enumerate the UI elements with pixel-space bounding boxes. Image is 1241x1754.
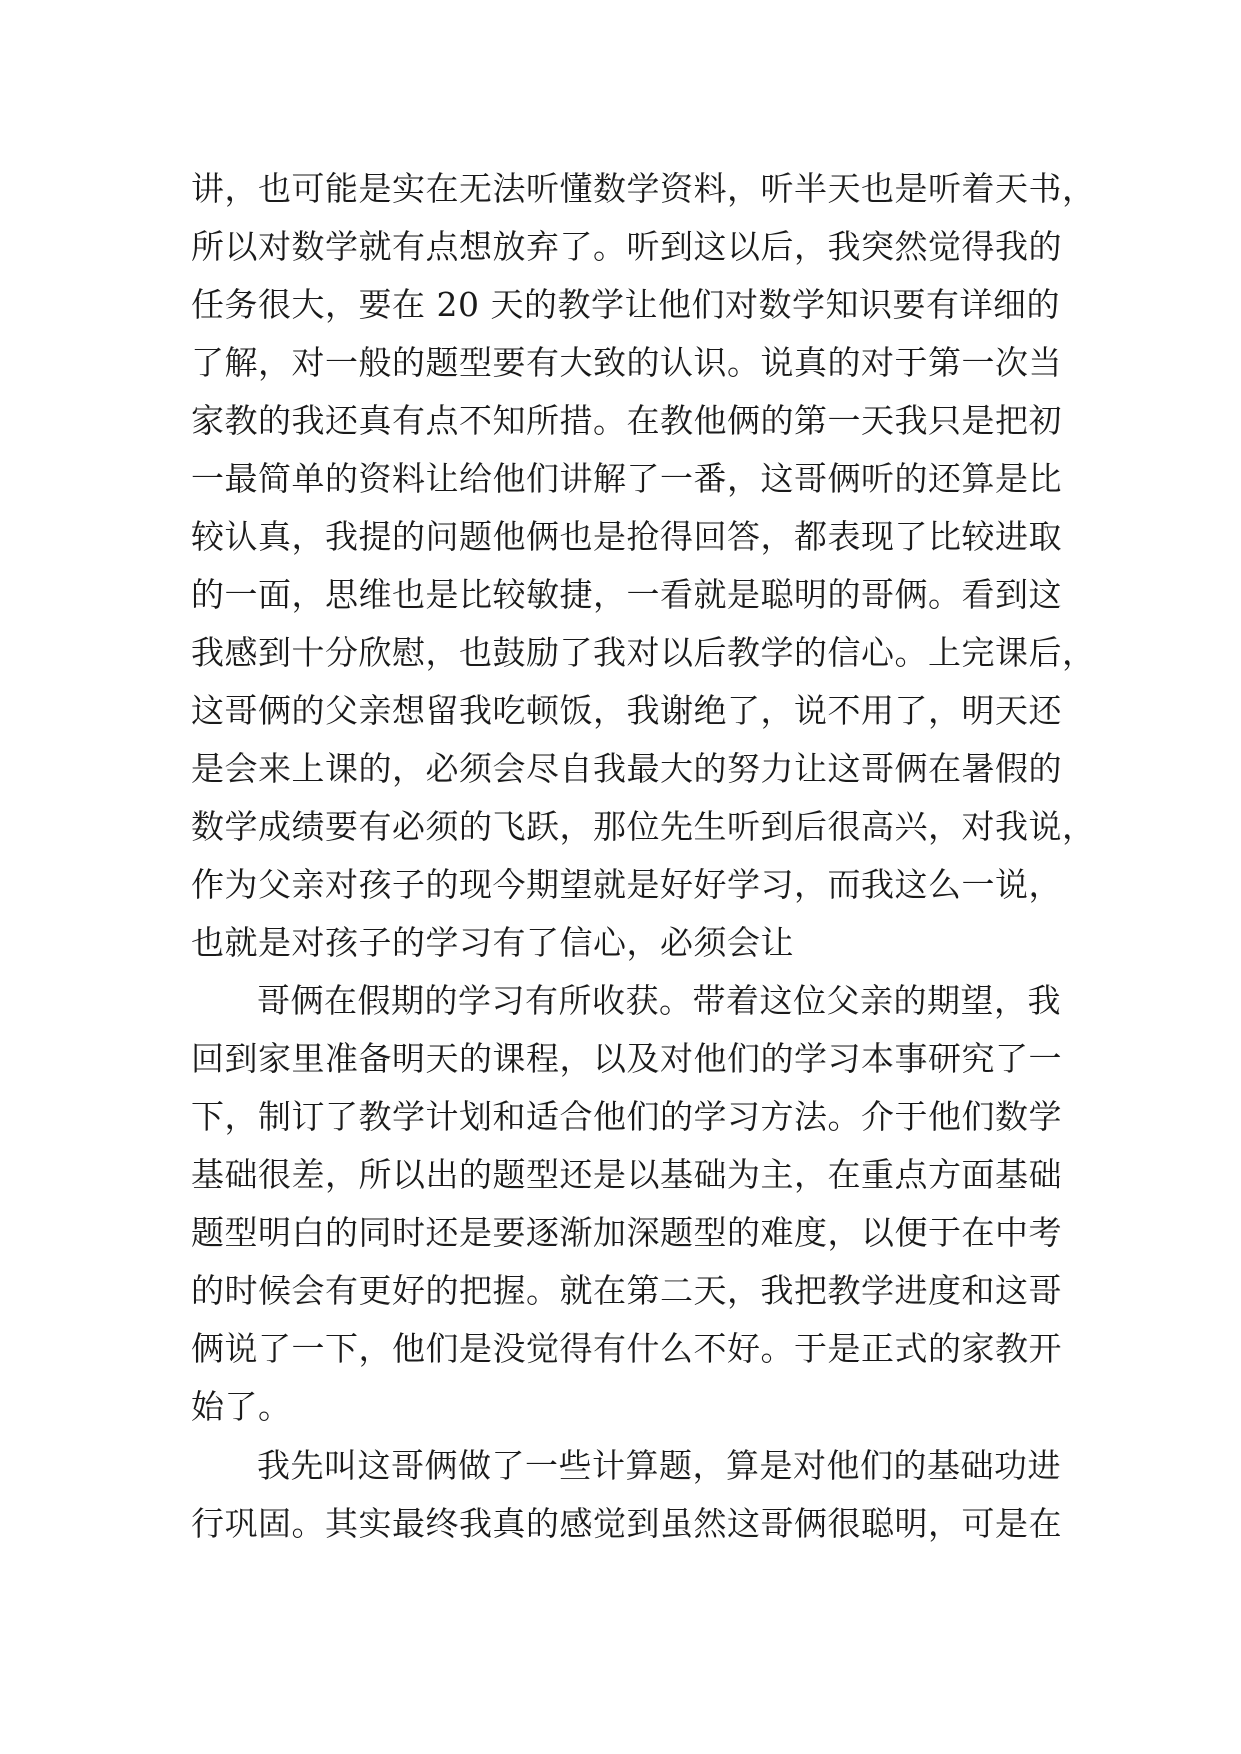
text-line: 的时候会有更好的把握。就在第二天，我把教学进度和这哥	[191, 1271, 1062, 1310]
text-line: 也就是对孩子的学习有了信心，必须会让	[191, 923, 794, 962]
text-line: 数学成绩要有必须的飞跃，那位先生听到后很高兴，对我说，	[191, 807, 1096, 846]
text-line: 讲，也可能是实在无法听懂数学资料，听半天也是听着天书，	[191, 169, 1096, 208]
text-line: 始了。	[191, 1387, 292, 1426]
text-line: 题型明白的同时还是要逐渐加深题型的难度，以便于在中考	[191, 1213, 1062, 1252]
text-line: 下，制订了教学计划和适合他们的学习方法。介于他们数学	[191, 1097, 1062, 1136]
text-line: 这哥俩的父亲想留我吃顿饭，我谢绝了，说不用了，明天还	[191, 691, 1062, 730]
text-line: 我感到十分欣慰，也鼓励了我对以后教学的信心。上完课后，	[191, 633, 1096, 672]
text-line: 的一面，思维也是比较敏捷，一看就是聪明的哥俩。看到这	[191, 575, 1062, 614]
text-line: 是会来上课的，必须会尽自我最大的努力让这哥俩在暑假的	[191, 749, 1062, 788]
text-line: 作为父亲对孩子的现今期望就是好好学习，而我这么一说，	[191, 865, 1062, 904]
text-line: 回到家里准备明天的课程，以及对他们的学习本事研究了一	[191, 1039, 1062, 1078]
text-line: 我先叫这哥俩做了一些计算题，算是对他们的基础功进	[257, 1446, 1061, 1485]
text-line: 一最简单的资料让给他们讲解了一番，这哥俩听的还算是比	[191, 459, 1062, 498]
text-line: 行巩固。其实最终我真的感觉到虽然这哥俩很聪明，可是在	[191, 1504, 1062, 1543]
text-line: 任务很大，要在 20 天的教学让他们对数学知识要有详细的	[191, 285, 1060, 324]
text-line: 所以对数学就有点想放弃了。听到这以后，我突然觉得我的	[191, 227, 1062, 266]
text-line: 较认真，我提的问题他俩也是抢得回答，都表现了比较进取	[191, 517, 1062, 556]
paragraph-3	[191, 1437, 1062, 1553]
paragraph-1	[191, 160, 1096, 972]
text-line: 哥俩在假期的学习有所收获。带着这位父亲的期望，我	[257, 981, 1061, 1020]
text-line: 俩说了一下，他们是没觉得有什么不好。于是正式的家教开	[191, 1329, 1062, 1368]
paragraph-2	[191, 972, 1062, 1436]
text-line: 基础很差，所以出的题型还是以基础为主，在重点方面基础	[191, 1155, 1062, 1194]
text-line: 了解，对一般的题型要有大致的认识。说真的对于第一次当	[191, 343, 1062, 382]
text-line: 家教的我还真有点不知所措。在教他俩的第一天我只是把初	[191, 401, 1062, 440]
